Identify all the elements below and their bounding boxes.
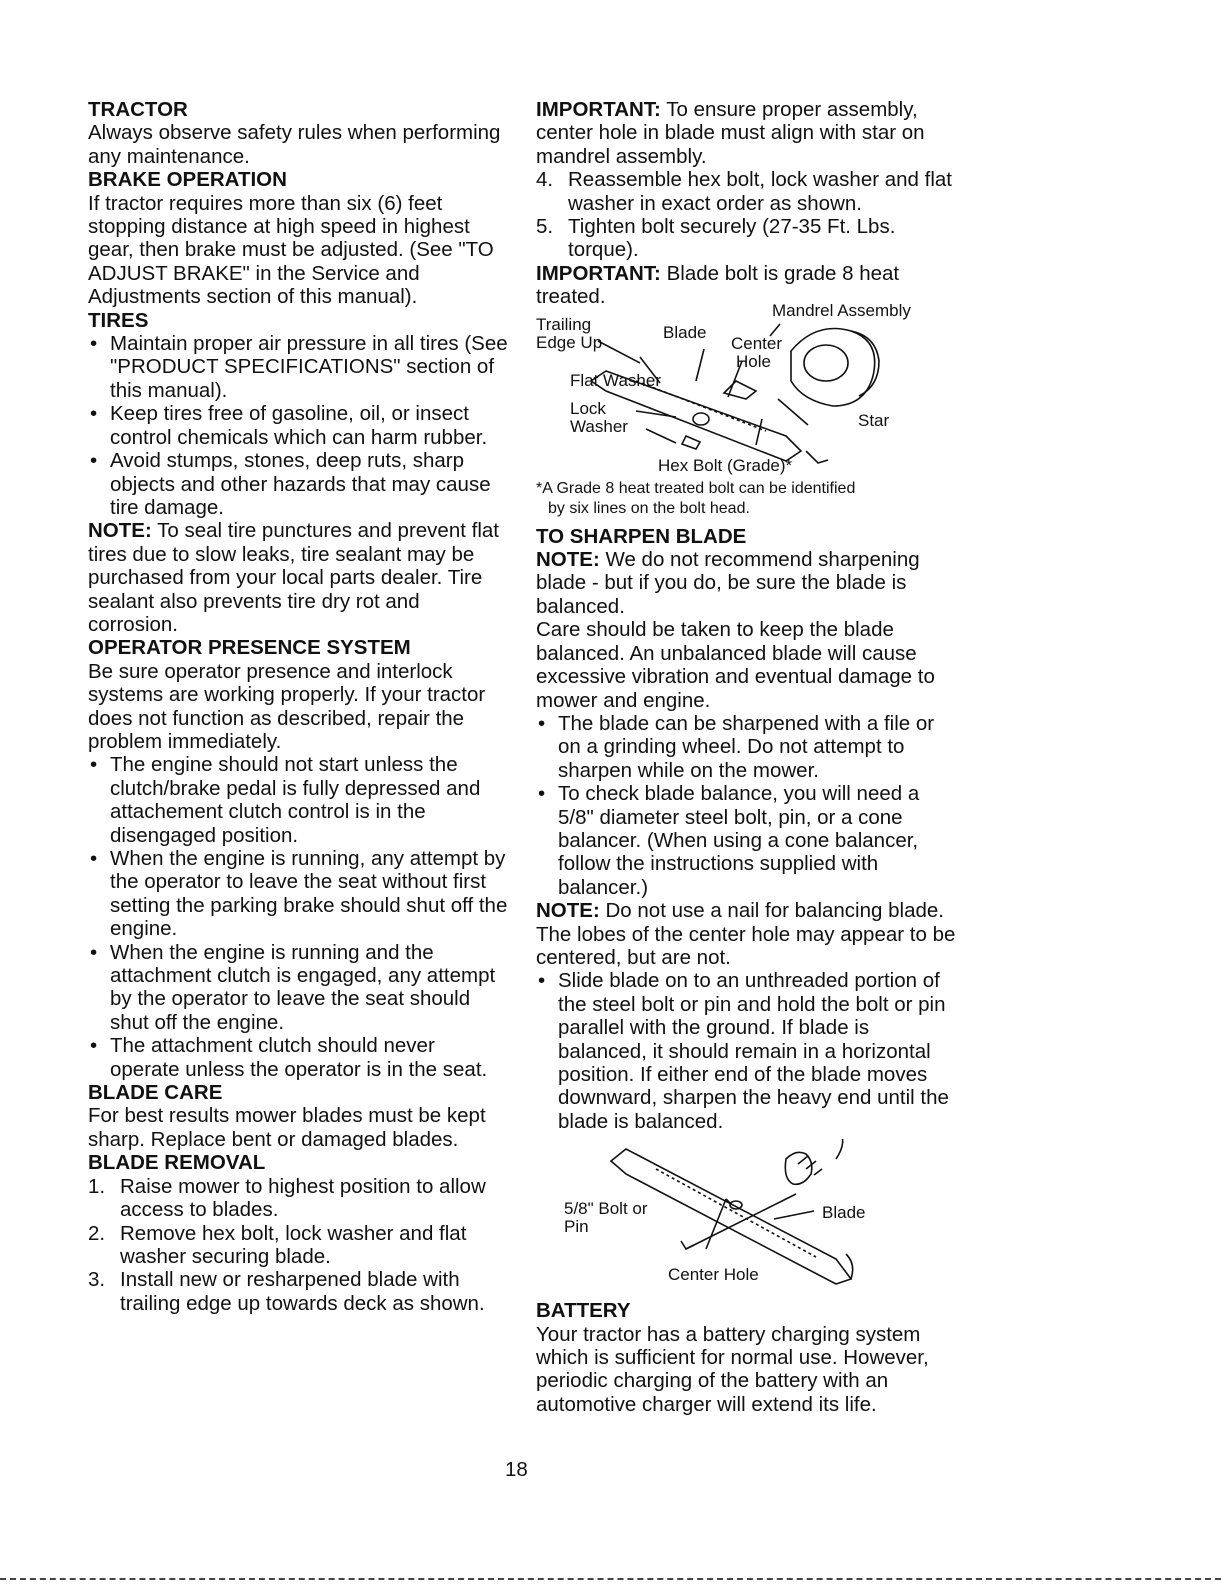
step-item [88, 1175, 508, 1222]
label-blade: Blade [822, 1203, 866, 1223]
brake-text: If tractor requires more than six (6) feet stopping distance at high speed in highest gear, then brake must be adjusted. (See "TO ADJUST BRAKE" in the Service and Adjustments section of this manual). [88, 191, 494, 309]
step-item [88, 1268, 508, 1315]
sharpen-heading: TO SHARPEN BLADE [536, 524, 747, 548]
step-text: Raise mower to highest position to allow access to blades. [120, 1174, 486, 1222]
balance-note [536, 899, 956, 969]
battery-text: Your tractor has a battery charging system which is sufficient for normal use. However, periodic charging of the battery with an automotive charger will extend its life. [536, 1322, 929, 1416]
tires-list [88, 332, 508, 519]
label-bolt-or-pin: Pin [564, 1217, 589, 1237]
step-number: 4. [536, 168, 554, 192]
step-item [88, 1222, 508, 1269]
label-trailing-edge: Trailing [536, 314, 592, 334]
list-item: • Keep tires free of gasoline, oil, or insect control chemicals which can harm rubber. [88, 402, 508, 449]
step-text: Install new or resharpened blade with trailing edge up towards deck as shown. [120, 1268, 485, 1315]
step-number: 2. [88, 1221, 106, 1245]
sharpen-list [536, 712, 956, 899]
brake-heading: BRAKE OPERATION [88, 168, 287, 192]
balance-list [536, 969, 956, 1133]
list-item: • The engine should not start unless the clutch/brake pedal is fully depressed and attachement clutch control is in the disengaged position. [88, 753, 508, 847]
label-center-hole: Center Hole [668, 1265, 759, 1285]
note-text: Do not use a nail for balancing blade. The lobes of the center hole may appear to be centered, but are not. [536, 899, 956, 969]
blade-removal-heading: BLADE REMOVAL [88, 1151, 266, 1175]
label-mandrel-assembly: Mandrel Assembly [772, 300, 911, 320]
mandrel-assembly-illustration [536, 301, 956, 479]
list-item: • The blade can be sharpened with a file or on a grinding wheel. Do not attempt to sharpen while on the mower. [536, 712, 956, 782]
step-number: 1. [88, 1174, 106, 1198]
important-label: IMPORTANT: [536, 261, 661, 285]
grade-footnote [536, 479, 956, 519]
page-number: 18 [505, 1458, 528, 1481]
list-item: • When the engine is running, any attempt by the operator to leave the seat without first setting the parking brake should shut off the engine. [88, 847, 508, 941]
list-item: • To check blade balance, you will need a 5/8" diameter steel bolt, pin, or a cone balancer. (When using a cone balancer, follow the instructions supplied with balancer.) [536, 782, 956, 899]
mandrel-assembly-figure [536, 301, 956, 479]
balance-figure [536, 1139, 956, 1299]
step-item [536, 168, 956, 215]
note-text: We do not recommend sharpening blade - but if you do, be sure the blade is balanced. [536, 548, 920, 618]
label-center-hole: Hole [736, 351, 771, 371]
step-text: Remove hex bolt, lock washer and flat washer securing blade. [120, 1221, 467, 1268]
removal-steps [88, 1175, 508, 1315]
right-column [536, 98, 956, 1416]
tractor-heading: TRACTOR [88, 98, 188, 121]
list-item: • Avoid stumps, stones, deep ruts, sharp objects and other hazards that may cause tire damage. [88, 449, 508, 519]
note-label: NOTE: [88, 519, 152, 543]
sharpen-text: Care should be taken to keep the blade balanced. An unbalanced blade will cause excessive vibration and eventual damage to mower and engine. [536, 618, 935, 712]
note-label: NOTE: [536, 548, 600, 572]
important-text: To ensure proper assembly, center hole in blade must align with star on mandrel assembly. [536, 98, 925, 168]
important-label: IMPORTANT: [536, 98, 661, 121]
label-star: Star [858, 410, 890, 430]
list-item: • When the engine is running and the attachment clutch is engaged, any attempt by the operator to leave the seat should shut off the engine. [88, 941, 508, 1035]
important-text: Blade bolt is grade 8 heat treated. [536, 261, 900, 309]
note-label: NOTE: [536, 899, 600, 923]
step-item [536, 215, 956, 262]
blade-care-heading: BLADE CARE [88, 1081, 223, 1105]
ops-text: Be sure operator presence and interlock systems are working properly. If your tractor does not function as described, repair the problem immediately. [88, 659, 486, 753]
list-item: • The attachment clutch should never operate unless the operator is in the seat. [88, 1034, 508, 1081]
ops-list [88, 753, 508, 1081]
label-center-hole: Center [731, 333, 783, 353]
step-text: Tighten bolt securely (27-35 Ft. Lbs. torque). [568, 215, 896, 262]
ops-heading: OPERATOR PRESENCE SYSTEM [88, 636, 411, 660]
step-number: 3. [88, 1268, 106, 1292]
sharpen-note [536, 548, 956, 618]
label-blade: Blade [663, 322, 707, 342]
left-column [88, 98, 508, 1315]
tires-note [88, 519, 508, 636]
footnote-line: *A Grade 8 heat treated bolt can be identified [536, 479, 856, 497]
list-item: • Slide blade on to an unthreaded portion of the steel bolt or pin and hold the bolt or pin parallel with the ground. If blade is balanced, it should remain in a horizontal position. If either end of the blade moves downward, sharpen the heavy end until the blade is balanced. [536, 969, 956, 1133]
label-lock-washer: Lock [570, 398, 606, 418]
step-text: Reassemble hex bolt, lock washer and flat washer in exact order as shown. [568, 168, 953, 215]
assembly-steps [536, 168, 956, 262]
label-hex-bolt: Hex Bolt (Grade)* [658, 455, 793, 475]
footnote-line: by six lines on the bolt head. [548, 499, 750, 517]
tires-heading: TIRES [88, 308, 149, 332]
note-text: To seal tire punctures and prevent flat tires due to slow leaks, tire sealant may be purchased from your local parts dealer. Tire sealant also prevents tire dry rot and corrosion. [88, 519, 499, 636]
label-bolt-or-pin: 5/8" Bolt or [564, 1199, 648, 1219]
page-bottom-rule [0, 1578, 1221, 1580]
label-lock-washer: Washer [570, 416, 628, 436]
list-item: • Maintain proper air pressure in all tires (See "PRODUCT SPECIFICATIONS" section of this manual). [88, 332, 508, 402]
intro-text: Always observe safety rules when performing any maintenance. [88, 121, 501, 168]
label-flat-washer: Flat Washer [570, 370, 662, 390]
label-trailing-edge: Edge Up [536, 332, 603, 352]
step-number: 5. [536, 215, 554, 239]
important-1 [536, 98, 956, 168]
blade-care-text: For best results mower blades must be kept sharp. Replace bent or damaged blades. [88, 1104, 486, 1151]
battery-heading: BATTERY [536, 1299, 631, 1323]
